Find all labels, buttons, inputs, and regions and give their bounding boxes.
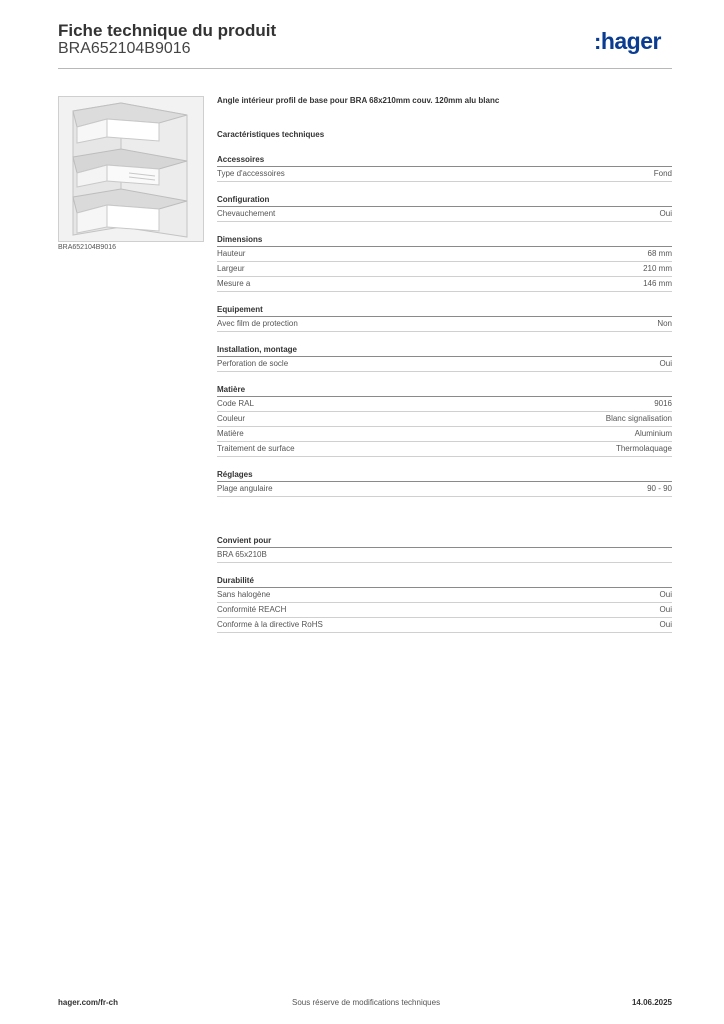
spec-section bbox=[217, 304, 672, 332]
spec-label: Chevauchement bbox=[217, 209, 276, 218]
footer-notice: Sous réserve de modifications techniques bbox=[292, 998, 441, 1007]
brand-logo-text: hager bbox=[600, 28, 661, 54]
spec-row bbox=[217, 412, 672, 427]
spec-section bbox=[217, 194, 672, 222]
spec-section bbox=[217, 575, 672, 633]
spec-value: Blanc signalisation bbox=[605, 414, 672, 423]
spec-label: BRA 65x210B bbox=[217, 550, 267, 559]
spec-section bbox=[217, 154, 672, 182]
spec-row bbox=[217, 277, 672, 292]
spec-label: Code RAL bbox=[217, 399, 254, 408]
spec-label: Matière bbox=[217, 429, 244, 438]
spec-value: 90 - 90 bbox=[647, 484, 672, 493]
spec-section bbox=[217, 344, 672, 372]
spec-value: Oui bbox=[659, 590, 672, 599]
spec-value: Oui bbox=[659, 620, 672, 629]
technical-heading: Caractéristiques techniques bbox=[217, 130, 325, 139]
section-title: Accessoires bbox=[217, 154, 672, 167]
section-title: Equipement bbox=[217, 304, 672, 317]
footer-date: 14.06.2025 bbox=[631, 998, 672, 1007]
spec-value: Oui bbox=[659, 209, 672, 218]
image-caption: BRA652104B9016 bbox=[58, 244, 116, 251]
spec-row bbox=[217, 357, 672, 372]
spec-value: Thermolaquage bbox=[615, 444, 672, 453]
spec-label: Avec film de protection bbox=[217, 319, 298, 328]
spec-row bbox=[217, 167, 672, 182]
spec-row bbox=[217, 317, 672, 332]
section-title: Installation, montage bbox=[217, 344, 672, 357]
spec-row bbox=[217, 427, 672, 442]
spec-row bbox=[217, 442, 672, 457]
spec-value: Aluminium bbox=[634, 429, 672, 438]
spec-row bbox=[217, 618, 672, 633]
spec-label: Conforme à la directive RoHS bbox=[217, 620, 323, 629]
spec-label: Conformité REACH bbox=[217, 605, 287, 614]
spec-value: Non bbox=[657, 319, 672, 328]
product-description: Angle intérieur profil de base pour BRA 68x210mm couv. 120mm alu blanc bbox=[217, 96, 500, 105]
brand-logo: :hager bbox=[594, 28, 661, 54]
specifications bbox=[217, 154, 672, 633]
product-image bbox=[58, 96, 204, 242]
spec-section bbox=[217, 469, 672, 497]
spec-row bbox=[217, 397, 672, 412]
footer-url[interactable]: hager.com/fr-ch bbox=[58, 998, 119, 1007]
spec-row bbox=[217, 207, 672, 222]
spec-section bbox=[217, 234, 672, 292]
spec-row bbox=[217, 603, 672, 618]
product-content bbox=[217, 96, 672, 633]
spec-label: Type d'accessoires bbox=[217, 169, 285, 178]
spec-value: 68 mm bbox=[647, 249, 672, 258]
spec-row bbox=[217, 262, 672, 277]
product-drawing bbox=[59, 97, 203, 241]
section-title: Convient pour bbox=[217, 535, 672, 548]
spec-value: 210 mm bbox=[643, 264, 672, 273]
spec-label: Perforation de socle bbox=[217, 359, 289, 368]
spec-label: Couleur bbox=[217, 414, 246, 423]
spec-label: Hauteur bbox=[217, 249, 246, 258]
spec-value: Oui bbox=[659, 605, 672, 614]
spec-row bbox=[217, 482, 672, 497]
spec-row bbox=[217, 548, 672, 563]
spec-label: Traitement de surface bbox=[217, 444, 295, 453]
section-title: Matière bbox=[217, 384, 672, 397]
section-title: Dimensions bbox=[217, 234, 672, 247]
spec-value: 9016 bbox=[654, 399, 672, 408]
product-reference: BRA652104B9016 bbox=[58, 40, 191, 57]
spec-row bbox=[217, 247, 672, 262]
spec-value: Fond bbox=[653, 169, 672, 178]
section-title: Configuration bbox=[217, 194, 672, 207]
page-title: Fiche technique du produit bbox=[58, 21, 277, 40]
header-divider bbox=[58, 68, 672, 69]
spec-label: Largeur bbox=[217, 264, 245, 273]
spec-label: Sans halogène bbox=[217, 590, 271, 599]
spec-section bbox=[217, 384, 672, 457]
section-title: Réglages bbox=[217, 469, 672, 482]
section-title: Durabilité bbox=[217, 575, 672, 588]
spec-label: Mesure a bbox=[217, 279, 251, 288]
spec-label: Plage angulaire bbox=[217, 484, 273, 493]
spec-row bbox=[217, 588, 672, 603]
spec-value: Oui bbox=[659, 359, 672, 368]
spec-section bbox=[217, 535, 672, 563]
spec-value: 146 mm bbox=[643, 279, 672, 288]
